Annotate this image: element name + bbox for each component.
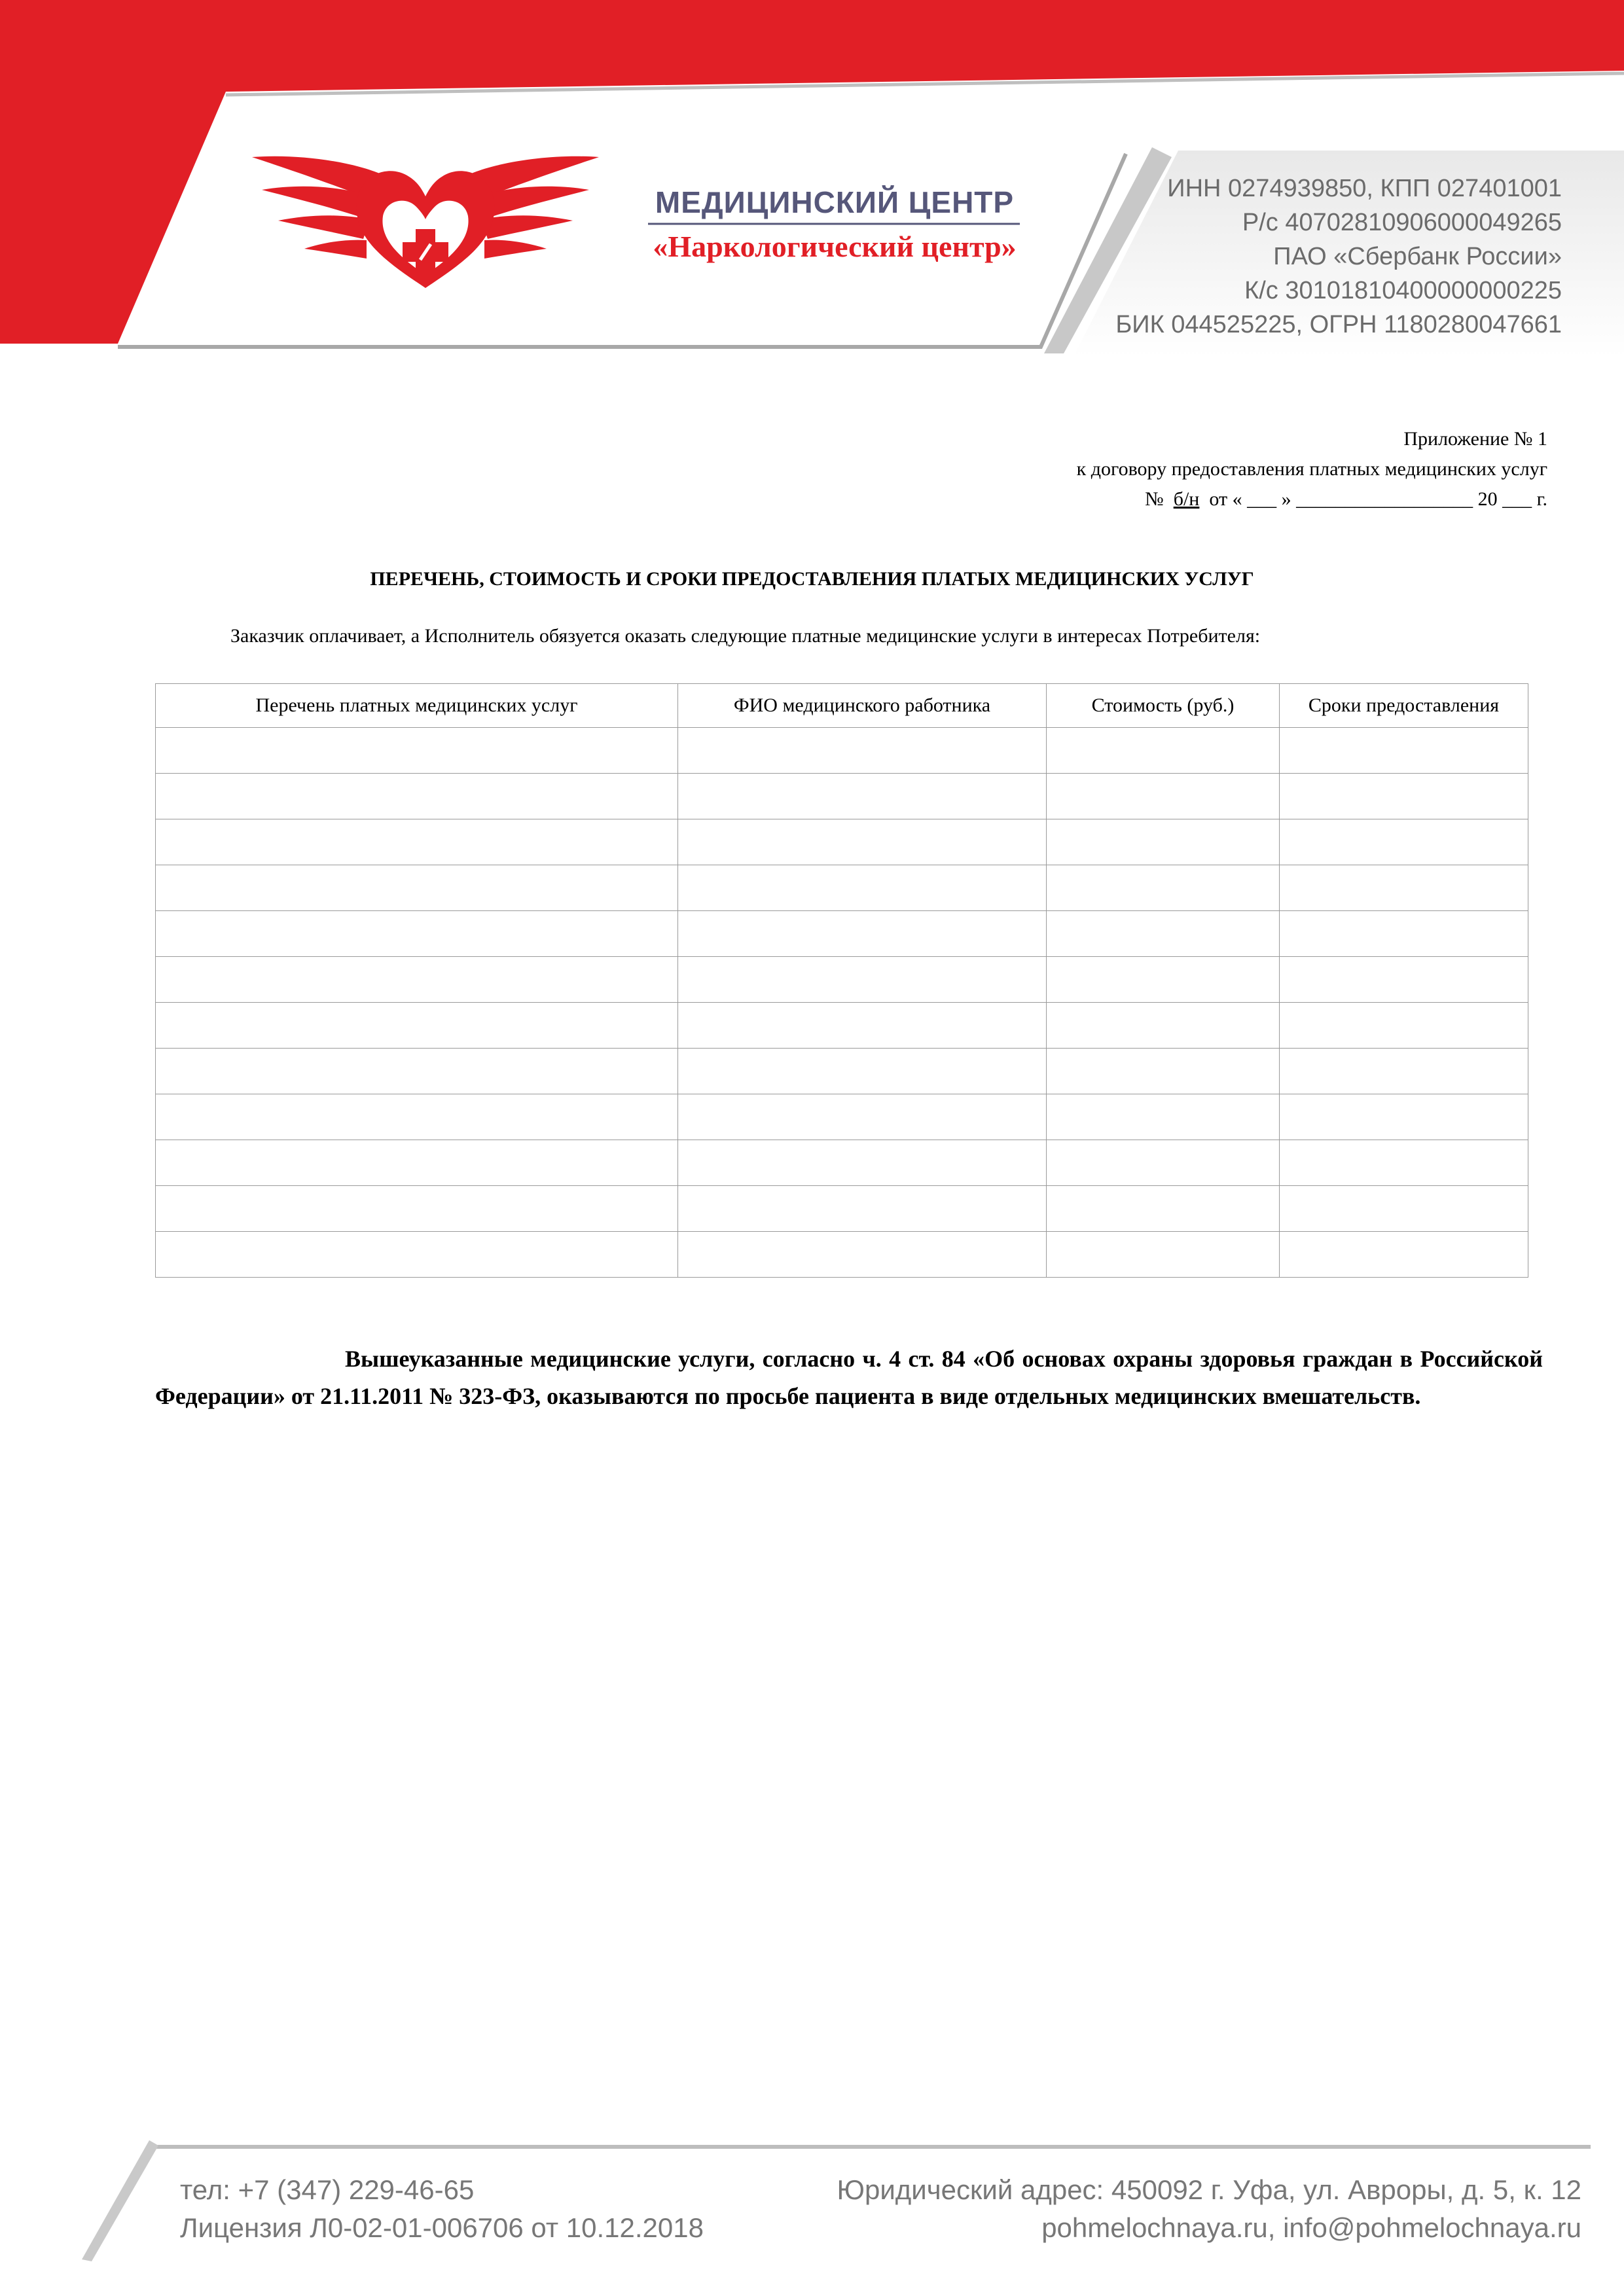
contract-number: б/н [1173, 488, 1200, 510]
header-terms: Сроки предоставления [1280, 684, 1528, 728]
table-cell[interactable] [156, 865, 678, 911]
footer-phone: тел: +7 (347) 229-46-65 [180, 2174, 475, 2205]
page-title: ПЕРЕЧЕНЬ, СТОИМОСТЬ И СРОКИ ПРЕДОСТАВЛЕНИЯ ПЛАТЫХ МЕДИЦИНСКИХ УСЛУГ [370, 568, 1254, 590]
table-cell[interactable] [156, 1186, 678, 1232]
table-cell[interactable] [1047, 1094, 1280, 1140]
table-cell[interactable] [156, 957, 678, 1003]
brand-subtitle: «Наркологический центр» [653, 230, 1017, 263]
table-cell[interactable] [1047, 774, 1280, 819]
table-cell[interactable] [1280, 911, 1528, 957]
footer-contacts-right [837, 2171, 1581, 2247]
table-cell[interactable] [1280, 1003, 1528, 1049]
table-cell[interactable] [1280, 1186, 1528, 1232]
winged-heart-cross-icon [249, 141, 602, 298]
appendix-contract-number [1077, 484, 1547, 514]
appendix-contract: к договору предоставления платных медицинских услуг [1076, 458, 1547, 480]
table-cell[interactable] [1047, 1186, 1280, 1232]
table-row [156, 774, 1528, 819]
table-cell[interactable] [678, 819, 1047, 865]
table-cell[interactable] [678, 1140, 1047, 1186]
table-row [156, 1232, 1528, 1278]
table-row [156, 1140, 1528, 1186]
table-cell[interactable] [678, 1049, 1047, 1094]
footer-contacts-left [180, 2171, 704, 2247]
footer-web: pohmelochnaya.ru, info@pohmelochnaya.ru [1041, 2212, 1581, 2243]
table-cell[interactable] [678, 1232, 1047, 1278]
table-cell[interactable] [156, 1232, 678, 1278]
number-sign: № [1145, 488, 1164, 510]
table-row [156, 957, 1528, 1003]
table-cell[interactable] [1047, 819, 1280, 865]
appendix-number: Приложение № 1 [1403, 428, 1547, 450]
company-requisites [1115, 171, 1562, 342]
table-cell[interactable] [1280, 1232, 1528, 1278]
table-cell[interactable] [156, 1140, 678, 1186]
table-cell[interactable] [1280, 819, 1528, 865]
table-cell[interactable] [678, 728, 1047, 774]
table-cell[interactable] [1047, 1232, 1280, 1278]
table-cell[interactable] [1047, 957, 1280, 1003]
table-row [156, 1186, 1528, 1232]
table-cell[interactable] [678, 911, 1047, 957]
table-cell[interactable] [156, 1094, 678, 1140]
footer-license: Лицензия Л0-02-01-006706 от 10.12.2018 [180, 2212, 704, 2243]
intro-text: Заказчик оплачивает, а Исполнитель обязуется оказать следующие платные медицинские услуги в интересах Потребителя: [230, 625, 1261, 647]
legal-note-text: Вышеуказанные медицинские услуги, согласно ч. 4 ст. 84 «Об основах охраны здоровья граждан в Российской Федерации» от 21.11.2011 № 323-ФЗ, оказываются по просьбе пациента в виде отдельных медицинских вмешательств. [155, 1346, 1543, 1409]
table-cell[interactable] [678, 1186, 1047, 1232]
table-cell[interactable] [678, 865, 1047, 911]
table-cell[interactable] [1280, 774, 1528, 819]
table-cell[interactable] [156, 774, 678, 819]
header-services: Перечень платных медицинских услуг [156, 684, 678, 728]
appendix-reference [1077, 424, 1547, 514]
contract-date: от « ___ » __________________ 20 ___ г. [1209, 488, 1547, 510]
table-cell[interactable] [156, 728, 678, 774]
table-cell[interactable] [1280, 1094, 1528, 1140]
table-cell[interactable] [156, 1003, 678, 1049]
table-cell[interactable] [1280, 728, 1528, 774]
services-table [155, 683, 1528, 1278]
table-cell[interactable] [1047, 1140, 1280, 1186]
table-cell[interactable] [1280, 1140, 1528, 1186]
footer-address: Юридический адрес: 450092 г. Уфа, ул. Авроры, д. 5, к. 12 [837, 2174, 1581, 2205]
table-cell[interactable] [156, 819, 678, 865]
requisite-account: Р/с 40702810906000049265 [1242, 209, 1562, 236]
table-cell[interactable] [1047, 1003, 1280, 1049]
table-row [156, 865, 1528, 911]
table-cell[interactable] [1047, 865, 1280, 911]
table-cell[interactable] [1280, 865, 1528, 911]
table-row [156, 911, 1528, 957]
table-cell[interactable] [1047, 1049, 1280, 1094]
table-cell[interactable] [1047, 911, 1280, 957]
brand-name: МЕДИЦИНСКИЙ ЦЕНТР [655, 185, 1015, 219]
table-cell[interactable] [1047, 728, 1280, 774]
table-cell[interactable] [156, 911, 678, 957]
table-cell[interactable] [678, 774, 1047, 819]
requisite-bank: ПАО «Сбербанк России» [1273, 243, 1562, 270]
legal-note [155, 1340, 1543, 1415]
table-cell[interactable] [1280, 1049, 1528, 1094]
table-row [156, 1094, 1528, 1140]
table-row [156, 728, 1528, 774]
table-row [156, 819, 1528, 865]
table-cell[interactable] [156, 1049, 678, 1094]
table-cell[interactable] [1280, 957, 1528, 1003]
table-cell[interactable] [678, 957, 1047, 1003]
requisite-corr-account: К/с 30101810400000000225 [1244, 277, 1562, 304]
requisite-bik: БИК 044525225, ОГРН 1180280047661 [1115, 311, 1562, 338]
requisite-inn: ИНН 0274939850, КПП 027401001 [1167, 175, 1562, 202]
table-row [156, 1003, 1528, 1049]
table-cell[interactable] [678, 1003, 1047, 1049]
table-row [156, 1049, 1528, 1094]
table-header-row [156, 684, 1528, 728]
table-cell[interactable] [678, 1094, 1047, 1140]
header-worker: ФИО медицинского работника [678, 684, 1047, 728]
header-cost: Стоимость (руб.) [1047, 684, 1280, 728]
